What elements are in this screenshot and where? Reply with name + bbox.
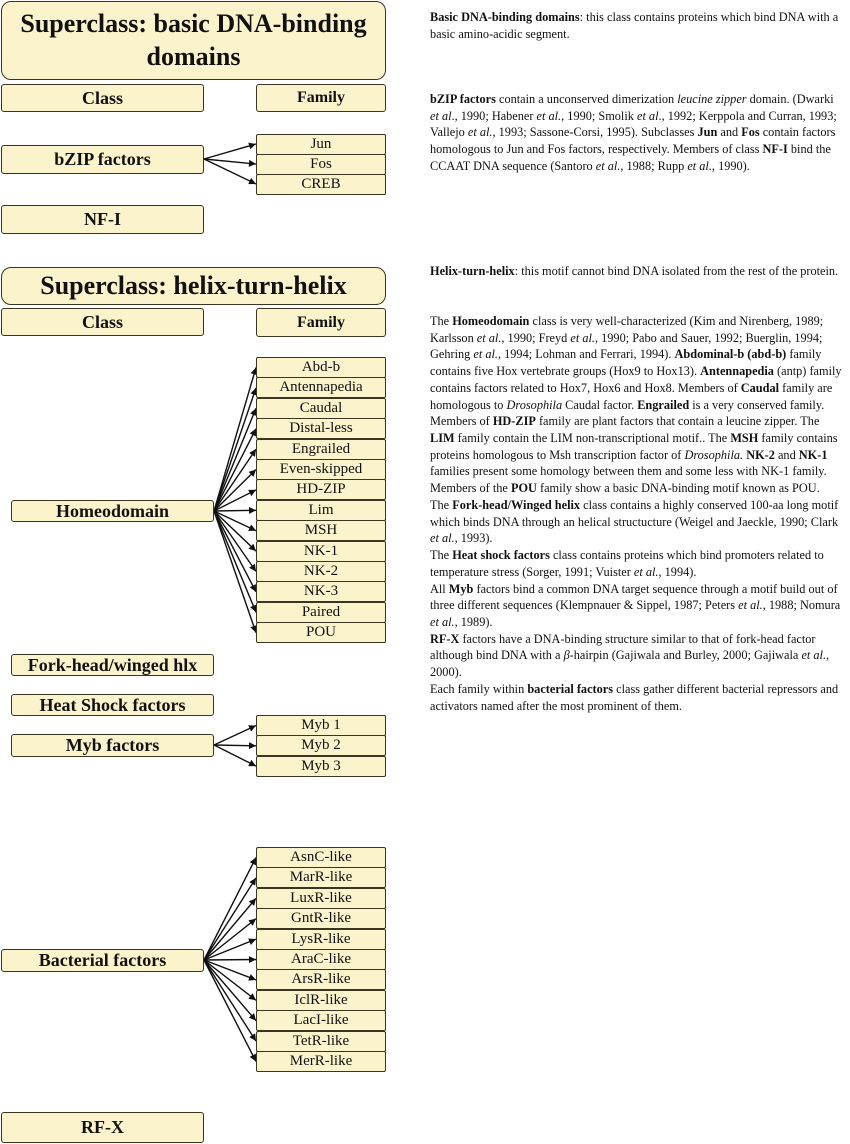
class-heat-shock-factors: Heat Shock factors	[11, 694, 214, 716]
family-gntr-like: GntR-like	[256, 908, 386, 929]
arrow-connector	[204, 878, 256, 960]
arrow-connector	[214, 511, 256, 531]
arrow-connector	[214, 745, 256, 746]
desc-helix-turn-helix: Helix-turn-helix: this motif cannot bind DNA isolated from the rest of the protein.	[430, 264, 839, 278]
family-iclr-like: IclR-like	[256, 990, 386, 1011]
arrow-connector	[204, 960, 256, 1000]
desc-bzip: bZIP factors contain a unconserved dimerization leucine zipper domain. (Dwarki et al., 1990; Habener et al., 1990; Smolik et al., 1992; Kerppola and Curran, 1993; Vallejo et al., 1993; Sassone-Corsi, 1995). Subclasses Jun and Fos contain factors homologous to Jun and Fos factors, respectively. Members of class NF-I bind the CCAAT DNA sequence (Santoro et al., 1988; Rupp et al., 1990).	[430, 92, 837, 173]
arrow-connector	[214, 510, 256, 511]
arrow-connector	[214, 511, 256, 612]
family-merr-like: MerR-like	[256, 1051, 386, 1072]
family-luxr-like: LuxR-like	[256, 888, 386, 909]
family-arac-like: AraC-like	[256, 949, 386, 970]
class-header: Class	[1, 308, 204, 336]
desc-pou: Members of the POU family show a basic DNA-binding motif known as POU.	[430, 481, 820, 496]
family-fos: Fos	[256, 154, 386, 175]
family-pou: POU	[256, 622, 386, 643]
class-homeodomain: Homeodomain	[11, 500, 214, 522]
family-asnc-like: AsnC-like	[256, 847, 386, 868]
class-myb-factors: Myb factors	[11, 734, 214, 757]
arrow-connector	[214, 368, 256, 512]
desc-rf-x: RF-X factors have a DNA-binding structure similar to that of fork-head factor although bind DNA with a β-hairpin (Gajiwala and Burley, 2000; Gajiwala et al., 2000).	[430, 631, 830, 680]
family-nk-3: NK-3	[256, 581, 386, 602]
family-engrailed: Engrailed	[256, 439, 386, 460]
arrow-connector	[214, 511, 256, 572]
family-marr-like: MarR-like	[256, 867, 386, 888]
family-distal-less: Distal-less	[256, 418, 386, 439]
desc-myb: All Myb factors bind a common DNA target sequence through a motif build out of three different sequences (Klempnauer & Sippel, 1987; Peters et al., 1988; Nomura et al., 1989).	[430, 581, 841, 629]
class-fork-head-winged-hlx: Fork-head/winged hlx	[11, 654, 214, 676]
arrow-connector	[214, 745, 256, 766]
arrow-connector	[204, 144, 256, 159]
desc-heat-shock: The Heat shock factors class contains proteins which bind promoters related to temperature stress (Sorger, 1991; Vuister et al., 1994).	[430, 548, 824, 579]
superclass-basic-title: Superclass: basic DNA-binding domains	[1, 1, 386, 80]
family-lysr-like: LysR-like	[256, 929, 386, 950]
family-lim: Lim	[256, 500, 386, 521]
arrow-connector	[204, 159, 256, 184]
family-hd-zip: HD-ZIP	[256, 479, 386, 500]
desc-bacterial: Each family within bacterial factors class gather different bacterial repressors and activators named after the most prominent of them.	[430, 681, 839, 713]
arrow-connector	[214, 429, 256, 511]
arrow-connector	[204, 960, 256, 1062]
arrow-connector	[204, 960, 256, 980]
arrow-connector	[214, 726, 256, 746]
family-even-skipped: Even-skipped	[256, 459, 386, 480]
class-nf-i: NF-I	[1, 205, 204, 234]
family-myb-3: Myb 3	[256, 756, 386, 777]
class-header: Class	[1, 84, 204, 112]
arrow-connector	[214, 470, 256, 512]
arrow-connector	[214, 408, 256, 511]
class-rf-x: RF-X	[1, 1112, 204, 1143]
arrow-connector	[214, 511, 256, 551]
family-msh: MSH	[256, 520, 386, 541]
arrow-connector	[204, 939, 256, 960]
arrow-connector	[204, 858, 256, 961]
family-creb: CREB	[256, 174, 386, 195]
family-laci-like: LacI-like	[256, 1010, 386, 1031]
desc-basic-dna-binding: Basic DNA-binding domains: this class contains proteins which bind DNA with a basic amino-acidic segment.	[430, 10, 839, 41]
arrow-connector	[214, 449, 256, 511]
arrow-connector	[214, 388, 256, 511]
desc-hth-classes	[430, 313, 842, 714]
arrow-connector	[204, 960, 256, 961]
family-myb-1: Myb 1	[256, 715, 386, 736]
family-abd-b: Abd-b	[256, 357, 386, 378]
arrow-connector	[204, 159, 256, 164]
arrow-connector	[214, 490, 256, 511]
desc-homeodomain: The Homeodomain class is very well-characterized (Kim and Nirenberg, 1989; Karlsson et al., 1990; Freyd et al., 1990; Pabo and Sauer, 1992; Buerglin, 1994; Gehring et al., 1994; Lohman and Ferrari, 1994). Abdominal-b (abd-b) family contains five Hox vertebrate groups (Hox9 to Hox13). Antennapedia (antp) family contains factors related to Hox7, Hox6 and Hox8. Members of Caudal family are homologous to Drosophila Caudal factor. Engrailed is a very conserved family. Members of HD-ZIP family are plant factors that contain a leucine zipper. The LIM family contain the LIM non-transcriptional motif.. The MSH family contains proteins homologous to Msh transcription factor of Drosophila. NK-2 and NK-1 families present some homology between them and some less with NK-1 family.	[430, 314, 842, 479]
family-paired: Paired	[256, 602, 386, 623]
family-jun: Jun	[256, 134, 386, 155]
arrow-connector	[204, 960, 256, 1021]
superclass-hth-title: Superclass: helix-turn-helix	[1, 267, 386, 305]
arrow-connector	[204, 960, 256, 1041]
arrow-connector	[214, 511, 256, 633]
family-nk-1: NK-1	[256, 541, 386, 562]
arrow-connector	[204, 919, 256, 960]
family-antennapedia: Antennapedia	[256, 377, 386, 398]
family-myb-2: Myb 2	[256, 735, 386, 756]
family-header: Family	[256, 84, 386, 112]
class-bacterial-factors: Bacterial factors	[1, 949, 204, 972]
desc-fork-head: The Fork-head/Winged helix class contains a highly conserved 100-aa long motif which binds DNA through an helical structucture (Weigel and Jaeckle, 1990; Clark et al., 1993).	[430, 497, 839, 546]
family-header: Family	[256, 308, 386, 337]
family-arsr-like: ArsR-like	[256, 969, 386, 990]
family-nk-2: NK-2	[256, 561, 386, 582]
arrow-connector	[204, 898, 256, 960]
family-caudal: Caudal	[256, 398, 386, 419]
family-tetr-like: TetR-like	[256, 1031, 386, 1052]
arrow-connector	[214, 511, 256, 592]
class-bzip-factors: bZIP factors	[1, 145, 204, 174]
